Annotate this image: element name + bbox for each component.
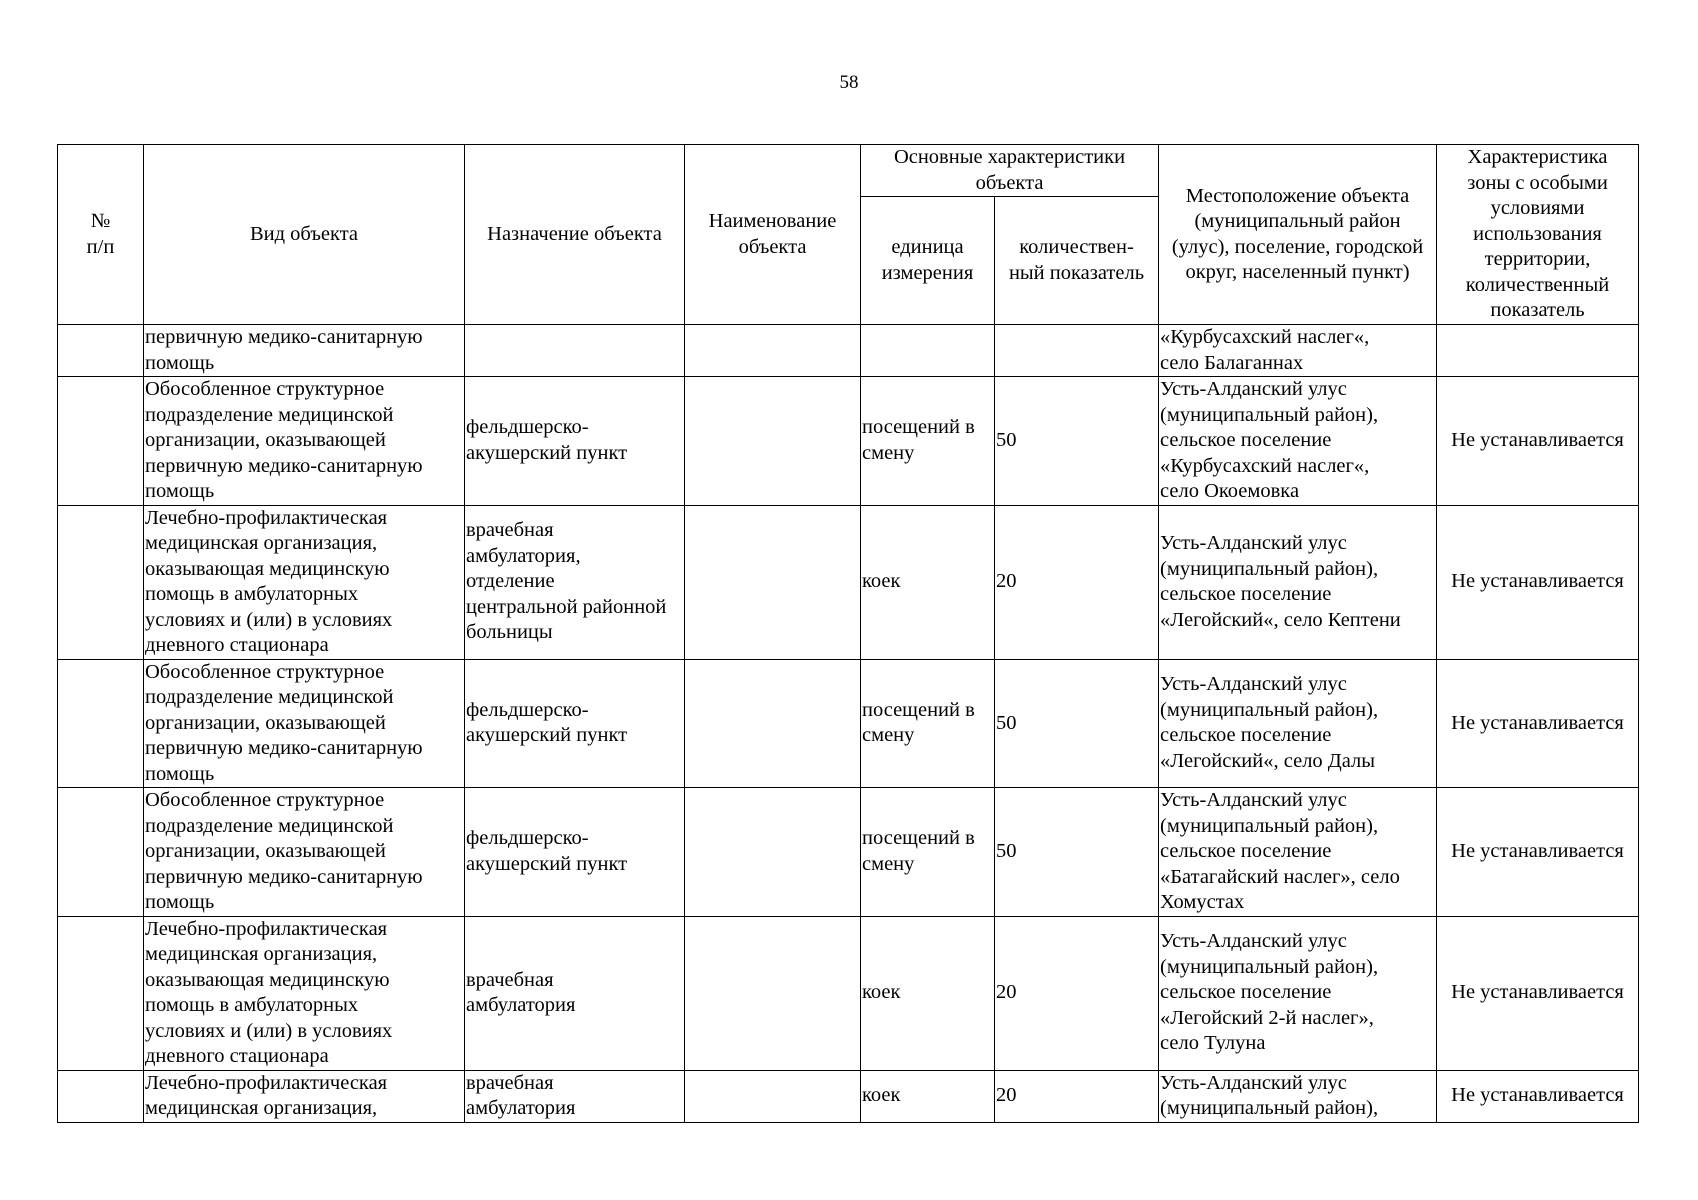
cell-name [685, 788, 861, 917]
table-body [58, 325, 1639, 1123]
cell-num [58, 916, 144, 1070]
table-row [58, 505, 1639, 659]
cell-kind: Обособленное структурное подразделение медицинской организации, оказывающей первичную медико-санитарную помощь [144, 377, 465, 506]
cell-name [685, 1070, 861, 1122]
objects-table [57, 144, 1639, 1123]
cell-kind: Обособленное структурное подразделение медицинской организации, оказывающей первичную медико-санитарную помощь [144, 659, 465, 788]
table-row [58, 788, 1639, 917]
cell-zone: Не устанавливается [1437, 916, 1639, 1070]
cell-num [58, 505, 144, 659]
cell-zone: Не устанавливается [1437, 788, 1639, 917]
cell-num [58, 325, 144, 377]
cell-location: Усть-Алданский улус (муниципальный район), сельское поселение «Легойский 2-й наслег», село Тулуна [1159, 916, 1437, 1070]
cell-zone: Не устанавливается [1437, 505, 1639, 659]
cell-name [685, 505, 861, 659]
cell-quantity: 20 [995, 505, 1159, 659]
cell-quantity: 20 [995, 1070, 1159, 1122]
cell-name [685, 916, 861, 1070]
cell-unit [861, 325, 995, 377]
cell-num [58, 788, 144, 917]
cell-quantity: 50 [995, 659, 1159, 788]
cell-location: Усть-Алданский улус (муниципальный район), сельское поселение «Курбусахский наслег«, село Окоемовка [1159, 377, 1437, 506]
header-num: № п/п [58, 145, 144, 325]
cell-kind: Лечебно-профилактическая медицинская организация, [144, 1070, 465, 1122]
cell-unit: коек [861, 505, 995, 659]
cell-kind: Лечебно-профилактическая медицинская организация, оказывающая медицинскую помощь в амбулаторных условиях и (или) в условиях дневного стационара [144, 505, 465, 659]
cell-unit: посещений в смену [861, 377, 995, 506]
header-unit: единица измерения [861, 197, 995, 325]
cell-quantity: 50 [995, 377, 1159, 506]
cell-kind: Лечебно-профилактическая медицинская организация, оказывающая медицинскую помощь в амбулаторных условиях и (или) в условиях дневного стационара [144, 916, 465, 1070]
cell-purpose: врачебная амбулатория, отделение центральной районной больницы [465, 505, 685, 659]
cell-zone: Не устанавливается [1437, 659, 1639, 788]
header-purpose: Назначение объекта [465, 145, 685, 325]
header-kind: Вид объекта [144, 145, 465, 325]
cell-unit: посещений в смену [861, 659, 995, 788]
cell-unit: коек [861, 1070, 995, 1122]
table-row [58, 377, 1639, 506]
header-main-characteristics: Основные характеристики объекта [861, 145, 1159, 197]
cell-location: Усть-Алданский улус (муниципальный район), сельское поселение «Легойский«, село Кептени [1159, 505, 1437, 659]
table-row [58, 659, 1639, 788]
header-zone: Характеристика зоны с особыми условиями использования территории, количественный показатель [1437, 145, 1639, 325]
header-location: Местоположение объекта (муниципальный район (улус), поселение, городской округ, населенный пункт) [1159, 145, 1437, 325]
cell-quantity [995, 325, 1159, 377]
cell-purpose: врачебная амбулатория [465, 1070, 685, 1122]
header-quantity: количествен- ный показатель [995, 197, 1159, 325]
cell-num [58, 377, 144, 506]
cell-purpose: фельдшерско- акушерский пункт [465, 788, 685, 917]
cell-location: Усть-Алданский улус (муниципальный район), [1159, 1070, 1437, 1122]
cell-location: «Курбусахский наслег«, село Балаганнах [1159, 325, 1437, 377]
cell-zone: Не устанавливается [1437, 1070, 1639, 1122]
cell-quantity: 50 [995, 788, 1159, 917]
cell-unit: посещений в смену [861, 788, 995, 917]
cell-num [58, 1070, 144, 1122]
cell-kind: первичную медико-санитарную помощь [144, 325, 465, 377]
page-number: 58 [839, 72, 859, 93]
cell-zone: Не устанавливается [1437, 377, 1639, 506]
cell-unit: коек [861, 916, 995, 1070]
cell-zone [1437, 325, 1639, 377]
cell-purpose: фельдшерско- акушерский пункт [465, 659, 685, 788]
cell-purpose: врачебная амбулатория [465, 916, 685, 1070]
cell-quantity: 20 [995, 916, 1159, 1070]
cell-location: Усть-Алданский улус (муниципальный район), сельское поселение «Легойский«, село Далы [1159, 659, 1437, 788]
cell-location: Усть-Алданский улус (муниципальный район), сельское поселение «Батагайский наслег», село Хомустах [1159, 788, 1437, 917]
cell-purpose: фельдшерско- акушерский пункт [465, 377, 685, 506]
table-row [58, 325, 1639, 377]
table-row [58, 1070, 1639, 1122]
cell-name [685, 659, 861, 788]
header-row-top [58, 145, 1639, 197]
cell-name [685, 377, 861, 506]
cell-kind: Обособленное структурное подразделение медицинской организации, оказывающей первичную медико-санитарную помощь [144, 788, 465, 917]
header-name: Наименование объекта [685, 145, 861, 325]
cell-name [685, 325, 861, 377]
table-row [58, 916, 1639, 1070]
cell-purpose [465, 325, 685, 377]
cell-num [58, 659, 144, 788]
